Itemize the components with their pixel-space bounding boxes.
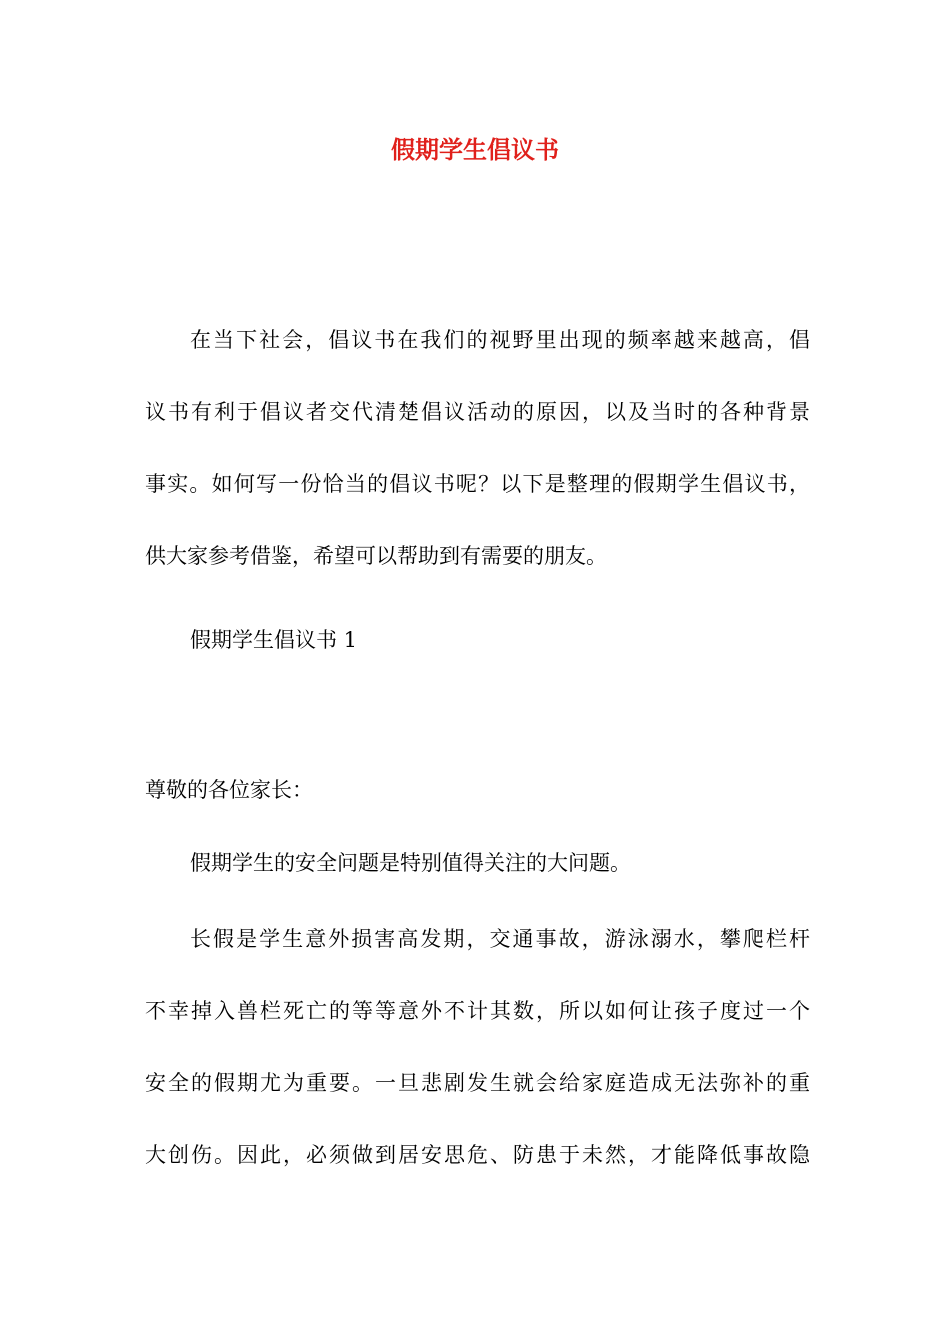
intro-line-4: 供大家参考借鉴，希望可以帮助到有需要的朋友。	[145, 544, 607, 568]
body-line-4: 大创伤。因此，必须做到居安思危、防患于未然，才能降低事故隐	[145, 1143, 810, 1167]
intro-line-1: 在当下社会，倡议书在我们的视野里出现的频率越来越高，倡	[190, 328, 810, 352]
document-title: 假期学生倡议书	[391, 135, 559, 164]
intro-line-3: 事实。如何写一份恰当的倡议书呢？以下是整理的假期学生倡议书，	[145, 472, 810, 496]
body-paragraph	[145, 903, 810, 1191]
statement-paragraph: 假期学生的安全问题是特别值得关注的大问题。	[190, 851, 631, 875]
section-heading: 假期学生倡议书 1	[190, 628, 358, 652]
salutation: 尊敬的各位家长：	[145, 778, 313, 802]
body-line-2: 不幸掉入兽栏死亡的等等意外不计其数，所以如何让孩子度过一个	[145, 999, 810, 1023]
intro-line-2: 议书有利于倡议者交代清楚倡议活动的原因，以及当时的各种背景	[145, 400, 810, 424]
body-line-3: 安全的假期尤为重要。一旦悲剧发生就会给家庭造成无法弥补的重	[145, 1071, 810, 1095]
intro-paragraph	[145, 304, 810, 592]
body-line-1: 长假是学生意外损害高发期，交通事故，游泳溺水，攀爬栏杆	[190, 927, 810, 951]
